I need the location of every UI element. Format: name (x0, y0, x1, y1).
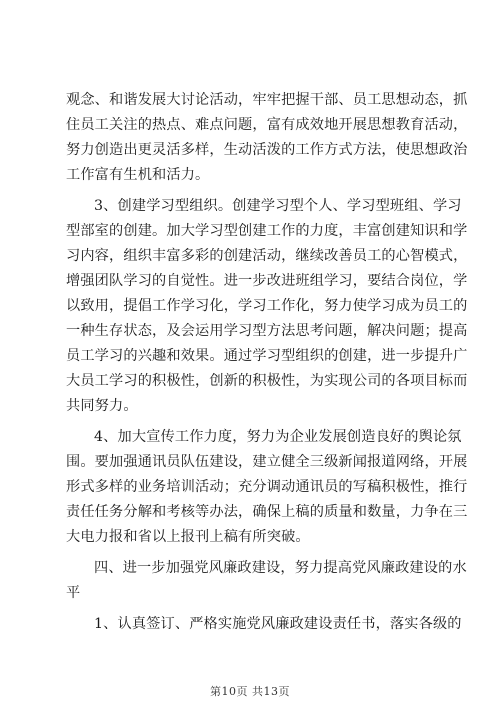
text-line: 增强团队学习的自觉性。进一步改进班组学习，要结合岗位，学 (66, 273, 468, 289)
text-line: 习内容，组织丰富多彩的创建活动，继续改善员工的心智模式， (66, 248, 468, 264)
text-line: 员工学习的兴趣和效果。通过学习型组织的创建，进一步提升广 (66, 348, 468, 364)
text-line: 工作富有生机和活力。 (66, 167, 210, 183)
paragraph (66, 612, 462, 637)
text-line: 以致用，提倡工作学习化，学习工作化，努力使学习成为员工的 (66, 298, 468, 314)
text-line: 1、认真签订、严格实施党风廉政建设责任书，落实各级的 (94, 616, 462, 632)
text-line: 住员工关注的热点、难点问题，富有成效地开展思想教育活动， (66, 117, 468, 133)
text-line: 一种生存状态，及会运用学习型方法思考问题，解决问题；提高 (66, 323, 468, 339)
document-body (66, 88, 468, 637)
text-line: 平 (66, 585, 81, 601)
text-line: 4、加大宣传工作力度，努力为企业发展创造良好的舆论氛 (94, 429, 462, 445)
page-number: 第10页 共13页 (210, 685, 290, 698)
text-line: 大电力报和省以上报刊上稿有所突破。 (66, 529, 310, 545)
text-line: 形式多样的业务培训活动；充分调动通讯员的写稿积极性，推行 (66, 479, 468, 495)
text-line: 四、进一步加强党风廉政建设，努力提高党风廉政建设的水 (94, 560, 467, 576)
text-line: 大员工学习的积极性，创新的积极性，为实现公司的各项目标而 (66, 373, 468, 389)
paragraph (66, 194, 468, 419)
text-line: 3、创建学习型组织。创建学习型个人、学习型班组、学习 (94, 198, 462, 214)
text-line: 责任任务分解和考核等办法，确保上稿的质量和数量，力争在三 (66, 504, 468, 520)
text-line: 围。要加强通讯员队伍建设，建立健全三级新闻报道网络，开展 (66, 454, 468, 470)
text-line: 共同努力。 (66, 398, 138, 414)
section-heading (66, 556, 467, 606)
text-line: 观念、和谐发展大讨论活动，牢牢把握干部、员工思想动态，抓 (66, 92, 468, 108)
page-footer (0, 683, 500, 699)
text-line: 努力创造出更灵活多样，生动活泼的工作方式方法，使思想政治 (66, 142, 468, 158)
paragraph (66, 425, 468, 550)
text-line: 型部室的创建。加大学习型创建工作的力度，丰富创建知识和学 (66, 223, 468, 239)
paragraph (66, 88, 468, 188)
